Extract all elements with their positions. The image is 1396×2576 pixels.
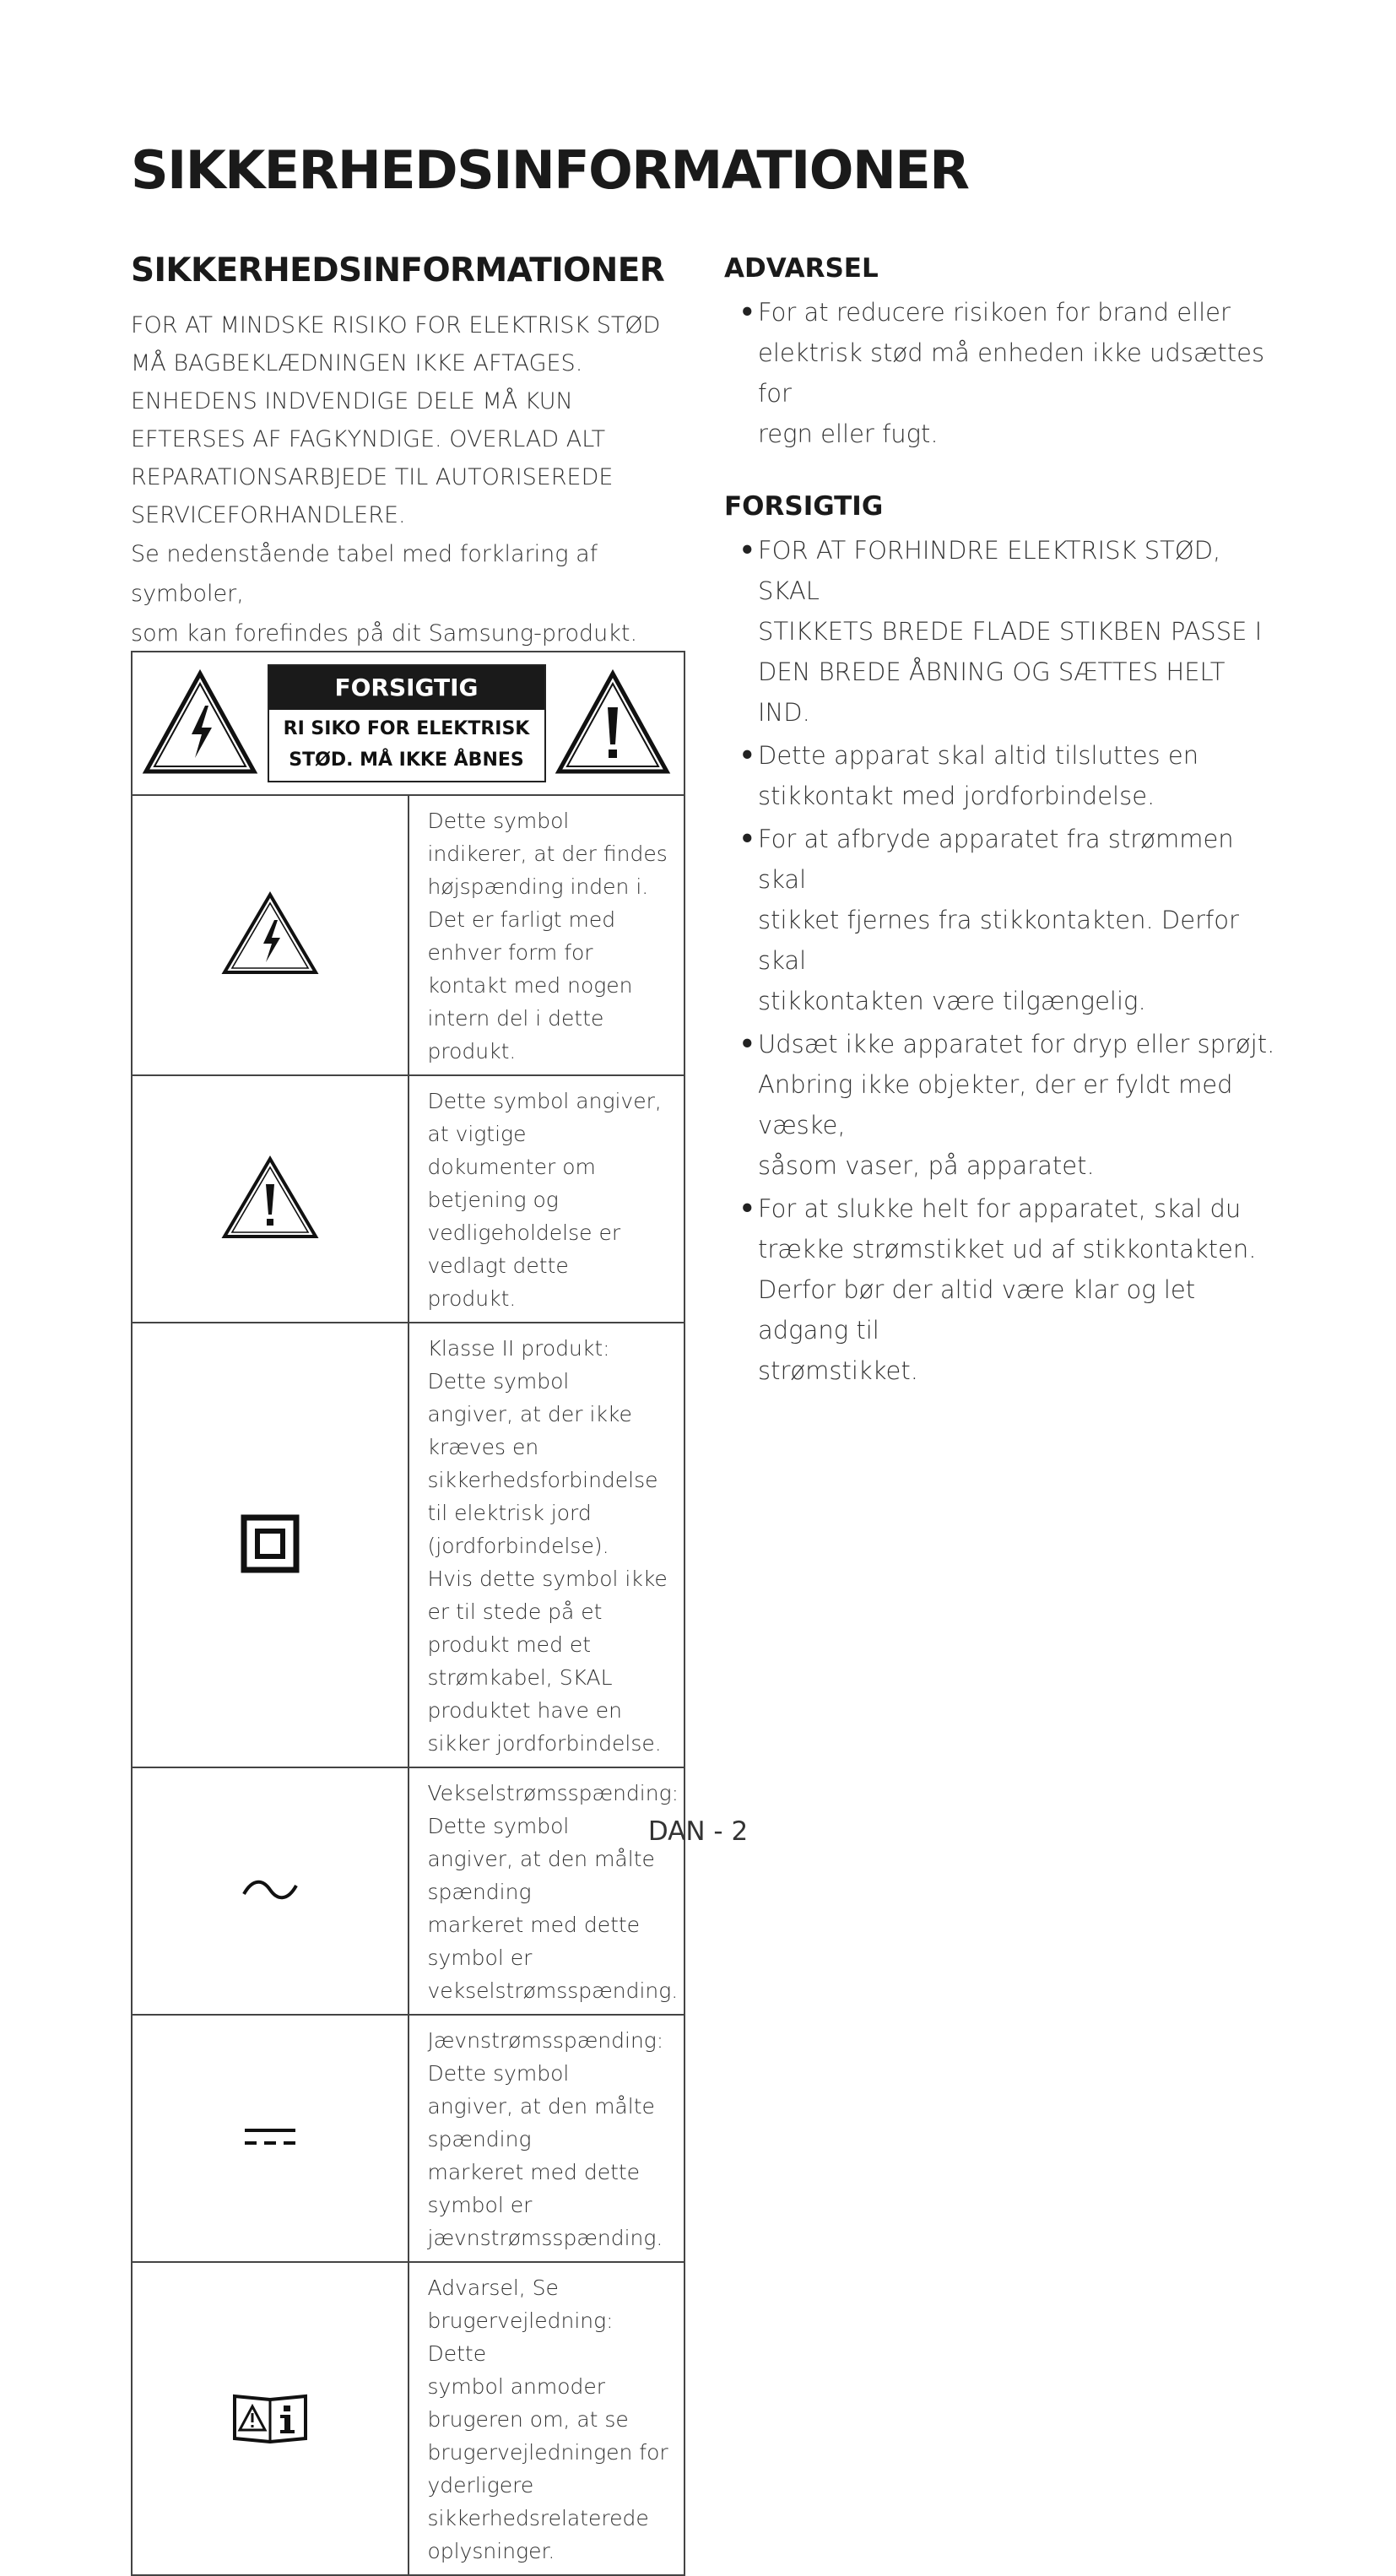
item-line: stikkontakt med jordforbindelse. [758,782,1155,810]
desc-line: Klasse II produkt: Dette symbol [427,1336,610,1394]
item-line: • Udsæt ikke apparatet for dryp eller sprøjt. [758,1030,1275,1058]
desc-line: sikkerhedsrelaterede oplysninger. [427,2506,649,2563]
caps-line: REPARATIONSARBJEDE TIL AUTORISEREDE [131,464,614,490]
caps-line: ENHEDENS INDVENDIGE DELE MÅ KUN [131,388,573,414]
desc-line: produkt med et strømkabel, SKAL [427,1632,613,1690]
desc-line: Advarsel, Se brugervejledning: Dette [427,2276,614,2366]
double-square-icon [241,1514,300,1573]
item-line: strømstikket. [758,1356,918,1385]
dc-symbol-icon [243,2124,297,2150]
intro-line: Se nedenstående tabel med forklaring af symboler, [131,541,598,607]
desc-line: angiver, at den målte spænding [427,2094,655,2151]
item-line: trække strømstikket ud af stikkontakten. [758,1235,1257,1264]
desc-line: brugervejledningen for yderligere [427,2440,668,2498]
desc-line: jævnstrømsspænding. [427,2226,663,2250]
desc-line: produkt. [427,1286,517,1311]
desc-line: Vekselstrømsspænding: Dette symbol [427,1781,679,1838]
item-line: • For at reducere risikoen for brand eller [758,298,1231,327]
symbol-table [131,651,685,2576]
caution-title: FORSIGTIG [724,491,884,522]
intro-line: som kan forefindes på dit Samsung-produkt. [131,620,638,647]
caution-label-row [132,652,684,795]
desc-line: højspænding inden i. Det er farligt med [427,874,649,932]
caps-line: MÅ BAGBEKLÆDNINGEN IKKE AFTAGES. [131,350,583,376]
item-line: • Dette apparat skal altid tilsluttes en [758,741,1199,770]
desc-line: Hvis dette symbol ikke er til stede på et [427,1567,668,1624]
item-line: • For at slukke helt for apparatet, skal du [758,1194,1242,1223]
caps-line: SERVICEFORHANDLERE. [131,502,406,528]
symbol-row [132,795,684,1075]
caution-label-head: FORSIGTIG [269,666,544,710]
desc-line: vedligeholdelse er vedlagt dette [427,1220,621,1278]
desc-line: markeret med dette symbol er [427,1913,641,1970]
caution-list [724,530,1281,1391]
desc-line: angiver, at der ikke kræves en [427,1402,632,1459]
caps-line: FOR AT MINDSKE RISIKO FOR ELEKTRISK STØD [131,312,661,338]
caution-label-body [269,710,544,781]
item-line: stikkontakten være tilgængelig. [758,987,1146,1015]
symbol-description [409,1323,685,1767]
desc-line: Dette symbol indikerer, at der findes [427,809,668,866]
lightning-triangle-icon [141,668,259,778]
item-line: Anbring ikke objekter, der er fyldt med væske, [758,1070,1233,1139]
caps-warning [131,306,688,534]
symbol-row [132,2262,684,2575]
desc-line: enhver form for kontakt med nogen [427,940,633,998]
intro-text [131,534,688,653]
list-item [758,1188,1281,1391]
symbol-description [409,795,685,1075]
caps-line: EFTERSES AF FAGKYNDIGE. OVERLAD ALT [131,426,606,452]
manual-warning-icon [231,2391,309,2443]
desc-line: intern del i dette produkt. [427,1006,604,1063]
desc-line: Jævnstrømsspænding: Dette symbol [427,2028,664,2086]
lightning-triangle-icon [221,891,319,976]
item-line: Derfor bør der altid være klar og let adgang til [758,1275,1196,1345]
warning-list [724,292,1281,454]
exclamation-triangle-icon [221,1155,319,1240]
ac-wave-icon [241,1877,300,1902]
desc-line: symbol anmoder brugeren om, at se [427,2374,629,2432]
left-column [131,252,688,653]
caution-label-line: RI SIKO FOR ELEKTRISK [283,718,530,739]
symbol-description [409,1767,685,2015]
warning-title: ADVARSEL [724,253,879,284]
item-line: såsom vaser, på apparatet. [758,1151,1095,1180]
list-item [758,1024,1281,1186]
item-line: • FOR AT FORHINDRE ELEKTRISK STØD, SKAL [758,536,1221,605]
item-line: DEN BREDE ÅBNING OG SÆTTES HELT IND. [758,658,1226,727]
desc-line: produktet have en sikker jordforbindelse. [427,1698,662,1756]
desc-line: angiver, at den målte spænding [427,1847,655,1904]
caution-label-box [268,664,546,782]
caution-label-line: STØD. MÅ IKKE ÅBNES [289,750,524,771]
desc-line: Dette symbol angiver, at vigtige [427,1089,662,1146]
symbol-description [409,2015,685,2262]
symbol-description [409,2262,685,2575]
item-line: STIKKETS BREDE FLADE STIKBEN PASSE I [758,617,1263,646]
desc-line: markeret med dette symbol er [427,2160,641,2217]
list-item [758,530,1281,733]
item-line: • For at afbryde apparatet fra strømmen skal [758,825,1234,894]
item-line: stikket fjernes fra stikkontakten. Derfor skal [758,906,1239,975]
desc-line: sikkerhedsforbindelse til elektrisk jord [427,1468,658,1525]
symbol-description [409,1075,685,1323]
symbol-row [132,1323,684,1767]
list-item [758,819,1281,1021]
desc-line: (jordforbindelse). [427,1534,609,1558]
desc-line: dokumenter om betjening og [427,1155,596,1212]
page-title: SIKKERHEDSINFORMATIONER [131,139,969,201]
section-title: SIKKERHEDSINFORMATIONER [131,252,665,290]
desc-line: vekselstrømsspænding. [427,1978,679,2003]
exclamation-triangle-icon [554,668,672,778]
item-line: elektrisk stød må enheden ikke udsættes for [758,338,1265,408]
list-item [758,292,1281,454]
symbol-row [132,1767,684,2015]
symbol-row [132,1075,684,1323]
list-item [758,735,1281,816]
symbol-row [132,2015,684,2262]
right-column [724,253,1281,1428]
page-number: DAN - 2 [647,1816,749,1847]
item-line: regn eller fugt. [758,419,939,448]
